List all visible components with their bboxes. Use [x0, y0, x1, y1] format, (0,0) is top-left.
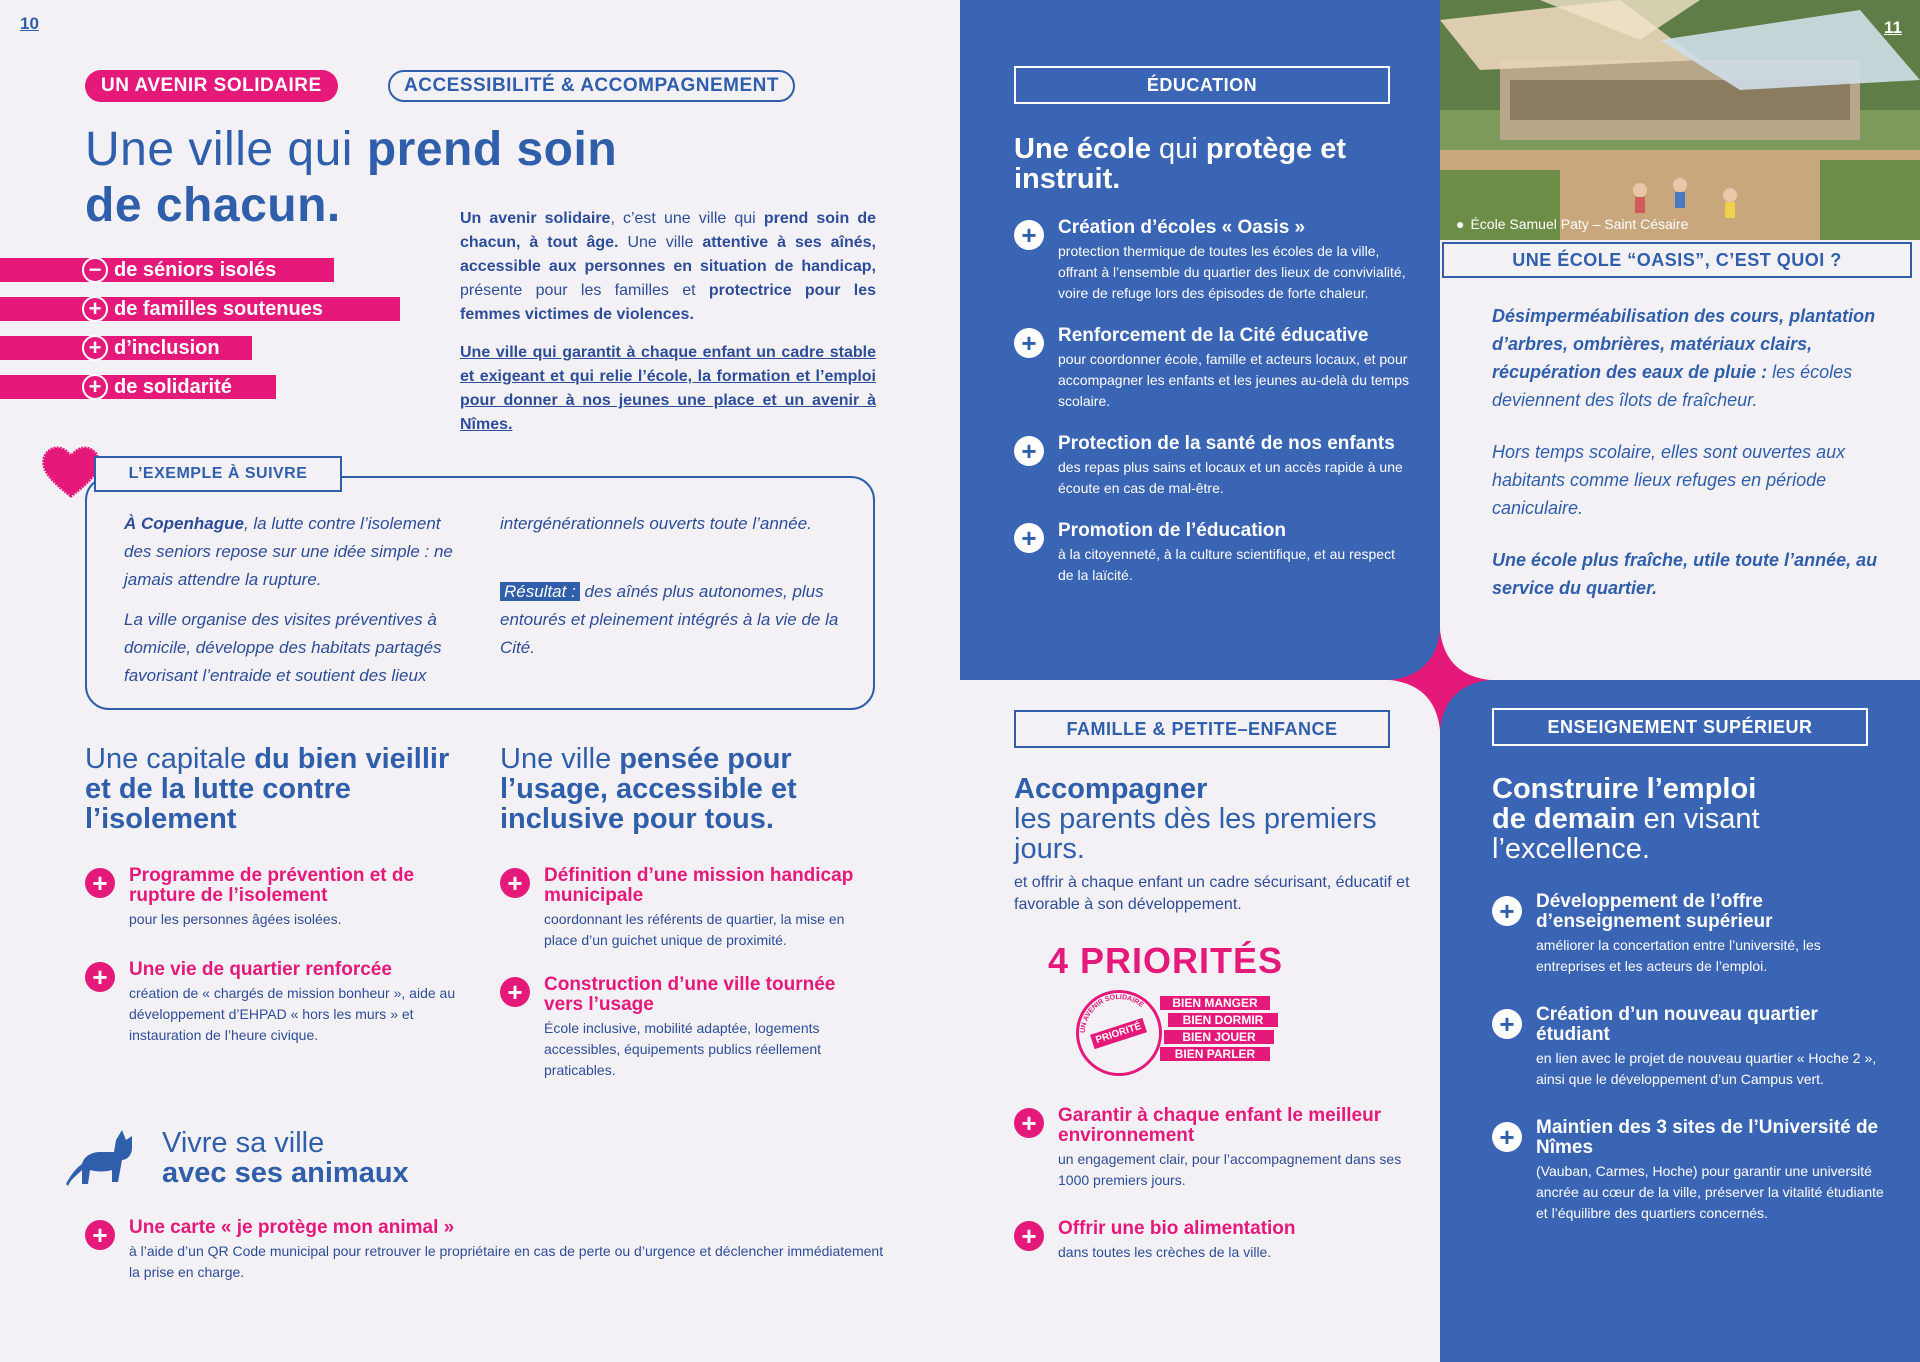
list-item: + Une vie de quartier renforcée création de « chargés de mission bonheur », aide au développement d’EHPAD « hors les murs » et instauration de l’heure civique. [85, 960, 475, 1046]
list-item: + Garantir à chaque enfant le meilleur environnement un engagement clair, pour l’accompagnement dans ses 1000 premiers jours. [1014, 1106, 1414, 1191]
list-item: + Promotion de l’éducation à la citoyenneté, à la culture scientifique, et au respect de la laïcité. [1014, 521, 1414, 586]
plus-icon: + [85, 962, 115, 992]
plus-icon: + [1014, 523, 1044, 553]
exemple-label: L’EXEMPLE À SUIVRE [94, 456, 342, 492]
list-item: + Création d’écoles « Oasis » protection thermique de toutes les écoles de la ville, offrant à l’ensemble du quartier des lieux de convivialité, voire de refuge lors des épisodes de forte chaleur. [1014, 218, 1414, 304]
exemple-col-1: À Copenhague, la lutte contre l’isolement des seniors repose sur une idée simple : ne jamais attendre la rupture. La ville organise des visites préventives à domicile, développe des habitats partagés favorisant l’entraide et soutient des lieux [124, 514, 453, 685]
school-photo [1440, 0, 1920, 240]
page-number-left: 10 [20, 14, 39, 33]
priorite-item: BIEN JOUER [1164, 1030, 1274, 1044]
plus-icon: + [1014, 436, 1044, 466]
page-title: Une ville qui prend soin de chacun. [85, 123, 618, 232]
priorite-item: BIEN MANGER [1160, 996, 1270, 1010]
education-heading: Une école qui protège et instruit. [1014, 133, 1347, 195]
plus-icon: + [1014, 220, 1044, 250]
cat-icon [66, 1126, 148, 1192]
stat-row: + de solidarité [0, 375, 276, 399]
capitale-list [85, 866, 475, 1046]
tag-solidaire: UN AVENIR SOLIDAIRE [85, 70, 338, 102]
plus-icon: + [1492, 1122, 1522, 1152]
exemple-col-2: intergénérationnels ouverts toute l’année. Résultat : des aînés plus autonomes, plus entourés et pleinement intégrés à la vie de la Cité. [500, 514, 839, 657]
superieur-list [1492, 892, 1892, 1224]
plus-icon: + [500, 868, 530, 898]
plus-icon: + [1014, 1221, 1044, 1251]
superieur-label: ENSEIGNEMENT SUPÉRIEUR [1492, 708, 1868, 746]
stat-row: + d’inclusion [0, 336, 252, 360]
plus-icon: + [1492, 1009, 1522, 1039]
oasis-label: UNE ÉCOLE “OASIS”, C’EST QUOI ? [1442, 242, 1912, 278]
stats-list [0, 258, 400, 399]
page-number-right: 11 [1884, 18, 1902, 37]
plus-icon: + [85, 868, 115, 898]
list-item: + Définition d’une mission handicap municipale coordonnant les référents de quartier, la mise en place d’un guichet unique de proximité. [500, 866, 870, 951]
inclusive-list [500, 866, 870, 1081]
oasis-text: Désimperméabilisation des cours, plantation d’arbres, ombrières, matériaux clairs, récupération des eaux de pluie : les écoles deviennent des îlots de fraîcheur. Hors temps scolaire, elles sont ouvertes aux habitants comme lieux refuges en période caniculaire. Une école plus fraîche, utile toute l’année, au service du quartier. [1492, 306, 1878, 598]
star-decoration [1390, 630, 1490, 730]
list-item: + Création d’un nouveau quartier étudiant en lien avec le projet de nouveau quartier « Hoche 2 », ainsi que le développement d’un Campus vert. [1492, 1005, 1892, 1090]
animaux-item: + Une carte « je protège mon animal » à l’aide d’un QR Code municipal pour retrouver le propriétaire en cas de perte ou d’urgence et déclencher immédiatement la prise en charge. [85, 1218, 885, 1283]
education-label: ÉDUCATION [1014, 66, 1390, 104]
education-list [1014, 218, 1414, 586]
plus-icon: + [1492, 896, 1522, 926]
famille-label: FAMILLE & PETITE–ENFANCE [1014, 710, 1390, 748]
plus-icon: + [85, 1220, 115, 1250]
list-item: + Maintien des 3 sites de l’Université de Nîmes (Vauban, Carmes, Hoche) pour garantir une université ancrée au cœur de la ville, préserver la vitalité étudiante et l’équilibre des quartiers concernés. [1492, 1118, 1892, 1224]
plus-icon: + [82, 335, 108, 361]
plus-icon: + [82, 296, 108, 322]
animaux-heading: Vivre sa ville avec ses animaux [162, 1127, 409, 1189]
stat-row: − de séniors isolés [0, 258, 334, 282]
photo-caption: ● École Samuel Paty – Saint Césaire [1456, 216, 1689, 232]
stat-row: + de familles soutenues [0, 297, 400, 321]
intro-text: Un avenir solidaire, c’est une ville qui prend soin de chacun, à tout âge. Une ville attentive à ses aînés, accessible aux personnes en situation de handicap, présente pour les familles et protectrice pour les femmes victimes de violences. Une ville qui garantit à chaque enfant un cadre stable et exigeant et qui relie l’école, la formation et l’emploi pour donner à nos jeunes une place et un avenir à Nîmes. [460, 210, 877, 433]
plus-icon: + [1014, 1108, 1044, 1138]
priorite-item: BIEN DORMIR [1168, 1013, 1278, 1027]
inclusive-heading: Une ville pensée pour l’usage, accessible et inclusive pour tous. [500, 743, 797, 835]
plus-icon: + [82, 374, 108, 400]
minus-icon: − [82, 257, 108, 283]
capitale-heading: Une capitale du bien vieillir et de la lutte contre l’isolement [85, 743, 450, 835]
priorite-badge: UN AVENIR SOLIDAIRE PRIORITÉ [1076, 990, 1162, 1076]
famille-heading: Accompagner les parents dès les premiers jours. [1014, 773, 1377, 865]
tag-accessibilite: ACCESSIBILITÉ & ACCOMPAGNEMENT [388, 70, 795, 102]
plus-icon: + [500, 977, 530, 1007]
superieur-heading: Construire l’emploi de demain en visant l’excellence. [1492, 773, 1760, 865]
list-item: + Construction d’une ville tournée vers l’usage École inclusive, mobilité adaptée, logements accessibles, équipements publics réellement praticables. [500, 975, 870, 1081]
svg-text:UN AVENIR SOLIDAIRE: UN AVENIR SOLIDAIRE [1079, 993, 1145, 1034]
list-item: + Protection de la santé de nos enfants des repas plus sains et locaux et un accès rapide à une écoute en cas de mal-être. [1014, 434, 1414, 499]
list-item: + Développement de l’offre d’enseignement supérieur améliorer la concertation entre l’université, les entreprises et les acteurs de l’emploi. [1492, 892, 1892, 977]
list-item: + Programme de prévention et de rupture de l’isolement pour les personnes âgées isolées. [85, 866, 475, 930]
famille-intro: et offrir à chaque enfant un cadre sécurisant, éducatif et favorable à son développement. [1014, 874, 1410, 913]
list-item: + Renforcement de la Cité éducative pour coordonner école, famille et acteurs locaux, et pour accompagner les enfants et les jeunes au-delà du temps scolaire. [1014, 326, 1414, 412]
list-item: + Offrir une bio alimentation dans toutes les crèches de la ville. [1014, 1219, 1414, 1263]
priorites-title: 4 PRIORITÉS [1048, 940, 1284, 981]
priorite-item: BIEN PARLER [1160, 1047, 1270, 1061]
location-pin-icon: ● [1456, 216, 1465, 232]
plus-icon: + [1014, 328, 1044, 358]
famille-list [1014, 1106, 1414, 1263]
priorites-list [1160, 996, 1278, 1061]
